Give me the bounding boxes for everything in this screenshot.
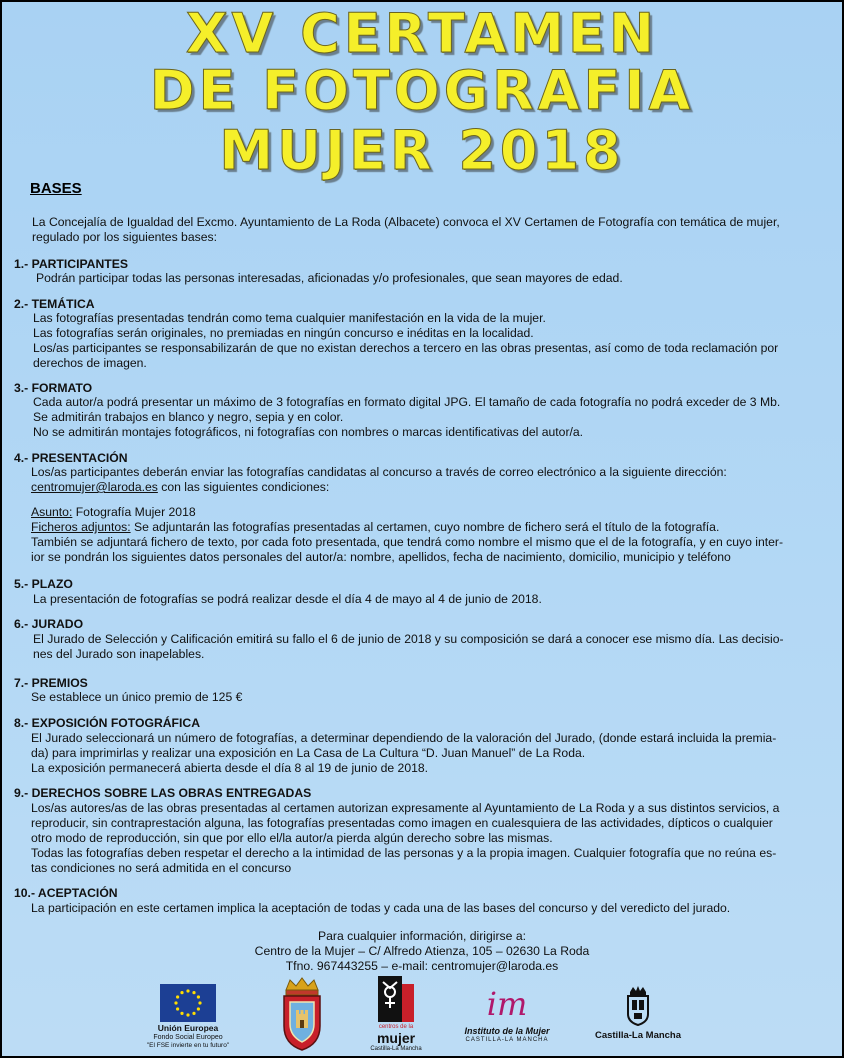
eu-name: Unión Europea — [157, 1023, 219, 1033]
instituto-name: Instituto de la Mujer — [464, 1026, 550, 1036]
section-4-heading: 4.- PRESENTACIÓN — [14, 451, 128, 465]
asunto-line — [31, 505, 196, 520]
intro-line-2: regulado por los siguientes bases: — [32, 230, 217, 244]
section-4-line-1: Los/as participantes deberán enviar las fotografías candidatas al concurso a través de correo electrónico a la siguiente dirección: — [31, 465, 727, 479]
asunto-label: Asunto: — [31, 505, 73, 519]
section-4-line-2 — [31, 480, 329, 495]
section-9-line: tas condiciones no será admitida en el concurso — [31, 861, 292, 875]
ficheros-line — [31, 520, 719, 535]
section-9-line: reproducir, sin contraprestación alguna, las fotografías presentadas como imagen en cualesquiera de las actividades, dípticos o cualquier — [31, 816, 773, 830]
mujer-region: Castilla-La Mancha — [370, 1046, 422, 1052]
eu-motto: "El FSE invierte en tu futuro" — [146, 1042, 230, 1049]
section-10-heading: 10.- ACEPTACIÓN — [14, 886, 118, 900]
section-6-heading: 6.- JURADO — [14, 617, 84, 631]
bases-heading: BASES — [30, 180, 82, 197]
footer-line-3: Tfno. 967443255 – e-mail: centromujer@laroda.es — [285, 959, 559, 973]
centros-mujer-logo — [374, 974, 418, 1024]
section-4-line-6: ior se pondrán los siguientes datos personales del autor/a: nombre, apellidos, fecha de nacimiento, domicilio, municipio y teléfono — [31, 550, 731, 564]
section-7-line: Se establece un único premio de 125 € — [31, 690, 243, 704]
section-8-line: El Jurado seleccionará un número de fotografías, a determinar dependiendo de la valoración del Jurado, (donde estará incluida la premia- — [31, 731, 777, 745]
eu-flag-logo — [160, 984, 216, 1022]
section-1-line: Podrán participar todas las personas interesadas, aficionadas y/o profesionales, que sean mayores de edad. — [36, 271, 623, 285]
section-6-line: El Jurado de Selección y Calificación emitirá su fallo el 6 de junio de 2018 y su composición se dará a conocer ese mismo día. Las decisio- — [33, 632, 784, 646]
instituto-mark: im — [486, 985, 528, 1023]
castilla-la-mancha-logo — [624, 986, 652, 1026]
footer-line-1: Para cualquier información, dirigirse a: — [318, 929, 526, 943]
section-6-line: nes del Jurado son inapelables. — [33, 647, 205, 661]
section-3-line: No se admitirán montajes fotográficos, ni fotografías con nombres o marcas identificativas del autor/a. — [33, 425, 584, 439]
email-link[interactable]: centromujer@laroda.es — [31, 480, 158, 494]
footer-line-2: Centro de la Mujer – C/ Alfredo Atienza, 105 – 02630 La Roda — [254, 944, 590, 958]
section-4-line-5: También se adjuntará fichero de texto, por cada foto presentada, que tendrá como nombre el mismo que el de la fotografía, y en cuyo inter- — [31, 535, 783, 549]
section-8-line: La exposición permanecerá abierta desde el día 8 al 19 de junio de 2018. — [31, 761, 429, 775]
instituto-region: CASTILLA-LA MANCHA — [465, 1037, 549, 1043]
title-line-3: MUJER 2018 — [219, 119, 625, 182]
ficheros-value: Se adjuntarán las fotografías presentadas al certamen, cuyo nombre de fichero será el título de la fotografía. — [130, 520, 720, 534]
intro-line-1: La Concejalía de Igualdad del Excmo. Ayuntamiento de La Roda (Albacete) convoca el XV Certamen de Fotografía con temática de mujer, — [32, 215, 780, 229]
section-3-line: Se admitirán trabajos en blanco y negro, sepia y en color. — [33, 410, 344, 424]
section-1-heading: 1.- PARTICIPANTES — [14, 257, 128, 271]
section-9-line: otro modo de reproducción, sin que por ello el/la autor/a pierda algún derecho sobre las mismas. — [31, 831, 553, 845]
eu-fund: Fondo Social Europeo — [153, 1034, 223, 1041]
clm-name: Castilla-La Mancha — [594, 1030, 682, 1041]
section-9-line: Los/as autores/as de las obras presentadas al certamen autorizan expresamente al Ayuntamiento de La Roda y a sus distintos servicios, a — [31, 801, 780, 815]
title-line-2: DE FOTOGRAFIA — [149, 59, 695, 122]
section-4-line-2-rest: con las siguientes condiciones: — [157, 480, 330, 494]
section-2-line: Las fotografías presentadas tendrán como tema cualquier manifestación en la vida de la mujer. — [33, 311, 546, 325]
poster — [2, 2, 842, 1056]
section-10-line: La participación en este certamen implica la aceptación de todas y cada una de las bases del concurso y del veredicto del jurado. — [31, 901, 731, 915]
section-2-line: Los/as participantes se responsabilizarán de que no existan derechos a tercero en las obras presentas, así como de toda reclamación por — [33, 341, 779, 355]
section-7-heading: 7.- PREMIOS — [14, 676, 88, 690]
section-9-line: Todas las fotografías deben respetar el derecho a la intimidad de las personas y a la propia imagen. Cualquier fotografía que no reúna es- — [31, 846, 777, 860]
mujer-small: centros de la — [378, 1024, 414, 1030]
section-5-line: La presentación de fotografías se podrá realizar desde el día 4 de mayo al 4 de junio de 2018. — [33, 592, 542, 606]
title-line-1: XV CERTAMEN — [185, 2, 659, 65]
section-3-heading: 3.- FORMATO — [14, 381, 93, 395]
section-8-line: da) para imprimirlas y realizar una exposición en La Casa de La Cultura “D. Juan Manuel” de La Roda. — [31, 746, 586, 760]
coat-of-arms-logo — [278, 976, 326, 1052]
section-3-line: Cada autor/a podrá presentar un máximo de 3 fotografías en formato digital JPG. El tamaño de cada fotografía no podrá exceder de 3 Mb. — [33, 395, 781, 409]
ficheros-label: Ficheros adjuntos: — [31, 520, 131, 534]
section-5-heading: 5.- PLAZO — [14, 577, 73, 591]
section-2-heading: 2.- TEMÁTICA — [14, 297, 95, 311]
mujer-big: mujer — [376, 1030, 416, 1046]
section-2-line: derechos de imagen. — [33, 356, 147, 370]
section-8-heading: 8.- EXPOSICIÓN FOTOGRÁFICA — [14, 716, 200, 730]
asunto-value: Fotografía Mujer 2018 — [72, 505, 196, 519]
section-9-heading: 9.- DERECHOS SOBRE LAS OBRAS ENTREGADAS — [14, 786, 312, 800]
section-2-line: Las fotografías serán originales, no premiadas en ningún concurso e inéditas en la localidad. — [33, 326, 534, 340]
